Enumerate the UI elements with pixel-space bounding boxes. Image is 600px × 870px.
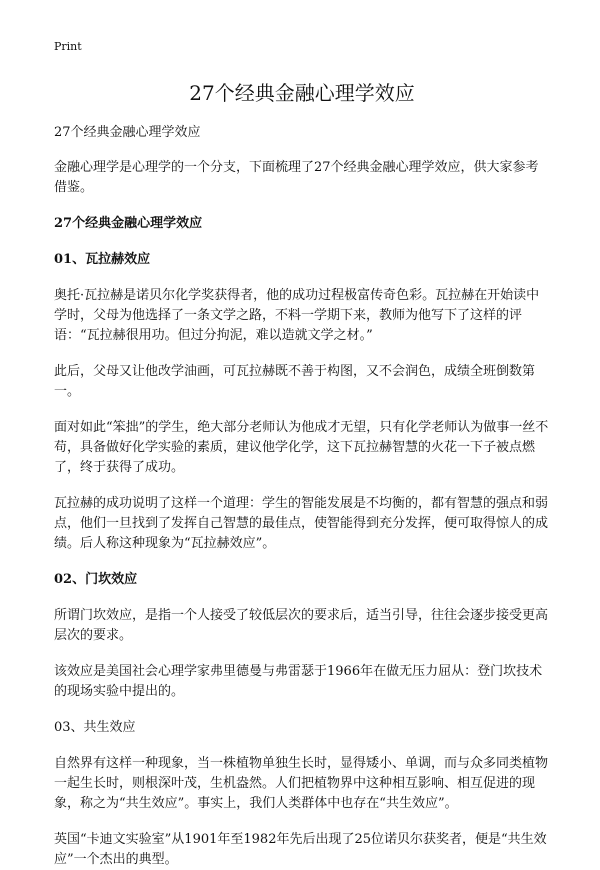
effect-01-paragraph: 奥托·瓦拉赫是诺贝尔化学奖获得者，他的成功过程极富传奇色彩。瓦拉赫在开始读中学时，父母为他选择了一条文学之路，不料一学期下来，教师为他写下了这样的评语：“瓦拉赫很用功。但过分拘泥，难以造就文学之材。” bbox=[54, 288, 540, 343]
effect-02-paragraph: 所谓门坎效应，是指一个人接受了较低层次的要求后，适当引导，往往会逐步接受更高层次的要求。 bbox=[54, 608, 549, 643]
section-heading: 27个经典金融心理学效应 bbox=[54, 216, 203, 231]
subtitle: 27个经典金融心理学效应 bbox=[54, 125, 201, 140]
effect-02-heading: 02、门坎效应 bbox=[54, 572, 138, 587]
effect-01-paragraph: 面对如此“笨拙”的学生，绝大部分老师认为他成才无望，只有化学老师认为做事一丝不苟，具备做好化学实验的素质，建议他学化学，这下瓦拉赫智慧的火花一下子被点燃了，终于获得了成功。 bbox=[54, 420, 549, 475]
print-label: Print bbox=[54, 40, 82, 53]
effect-01-heading: 01、瓦拉赫效应 bbox=[54, 252, 151, 267]
effect-03-paragraph: 自然界有这样一种现象，当一株植物单独生长时，显得矮小、单调，而与众多同类植物一起生长时，则根深叶茂，生机盎然。人们把植物界中这种相互影响、相互促进的现象，称之为“共生效应”。事实上，我们人类群体中也存在“共生效应”。 bbox=[54, 756, 549, 811]
effect-01-paragraph: 此后，父母又让他改学油画，可瓦拉赫既不善于构图，又不会润色，成绩全班倒数第一。 bbox=[54, 364, 536, 399]
effect-03-paragraph: 英国“卡迪文实验室”从1901年至1982年先后出现了25位诺贝尔获奖者，便是“共生效应”一个杰出的典型。 bbox=[54, 832, 547, 867]
effect-03-heading: 03、共生效应 bbox=[54, 720, 136, 735]
intro-paragraph: 金融心理学是心理学的一个分支，下面梳理了27个经典金融心理学效应，供大家参考借鉴。 bbox=[54, 160, 539, 195]
effect-01-paragraph: 瓦拉赫的成功说明了这样一个道理：学生的智能发展是不均衡的，都有智慧的强点和弱点，他们一旦找到了发挥自己智慧的最佳点，使智能得到充分发挥，便可取得惊人的成绩。后人称这种现象为“瓦拉赫效应”。 bbox=[54, 496, 549, 551]
effect-02-paragraph: 该效应是美国社会心理学家弗里德曼与弗雷瑟于1966年在做无压力屈从：登门坎技术的现场实验中提出的。 bbox=[54, 664, 543, 699]
page-title: 27个经典金融心理学效应 bbox=[189, 81, 415, 105]
